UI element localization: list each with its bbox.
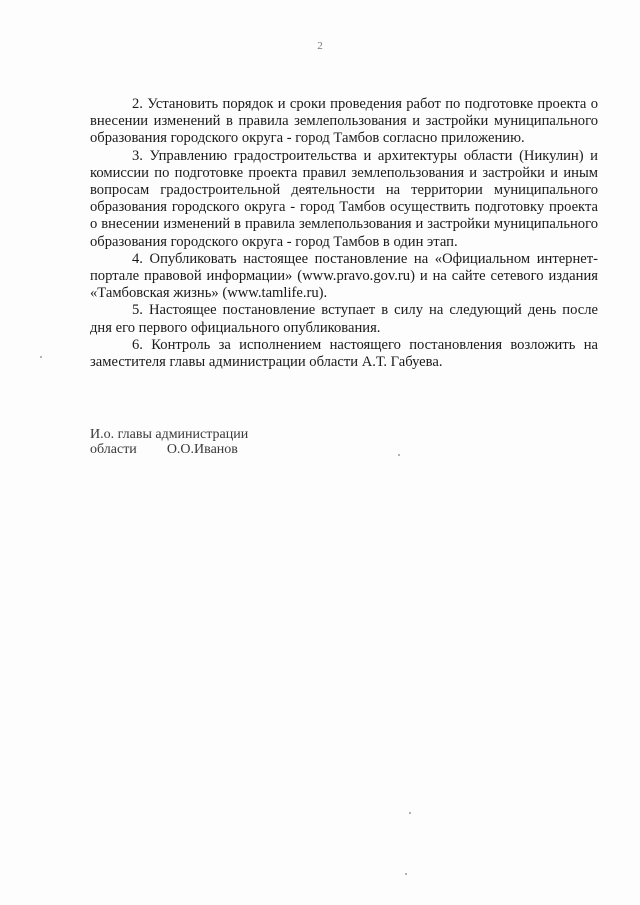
paragraph-4: 4. Опубликовать настоящее постановление на «Официальном интернет-портале правовой информации» (www.pravo.gov.ru) и на сайте сетевого издания «Тамбовская жизнь» (www.tamlife.ru). [90,250,598,302]
signature-title-line2 [90,442,390,457]
paragraph-5: 5. Настоящее постановление вступает в силу на следующий день после дня его первого официального опубликования. [90,302,598,336]
paragraph-2: 2. Установить порядок и сроки проведения работ по подготовке проекта о внесении изменений в правила землепользования и застройки муниципального образования городского округа - город Тамбов согласно приложению. [90,96,598,147]
scan-speck [40,356,42,358]
paragraph-3: 3. Управлению градостроительства и архитектуры области (Никулин) и комиссии по подготовке проекта правил землепользования и застройки и иным вопросам градостроительной деятельности на территории муниципального образования городского округа - город Тамбов осуществить подготовку проекта о внесении изменений в правила землепользования и застройки муниципального образования городского округа - город Тамбов в один этап. [90,147,598,250]
signature-name: О.О.Иванов [166,442,238,457]
scan-speck [398,454,400,456]
signature-title-region: области [90,442,137,457]
paragraph-6: 6. Контроль за исполнением настоящего постановления возложить на заместителя главы администрации области А.Т. Габуева. [90,336,598,371]
signature-title-line1: И.о. главы администрации [90,427,249,442]
scan-speck [409,812,411,814]
document-body [90,96,598,371]
page-number: 2 [317,40,323,52]
signature-block [90,427,390,457]
scan-speck [405,873,407,875]
